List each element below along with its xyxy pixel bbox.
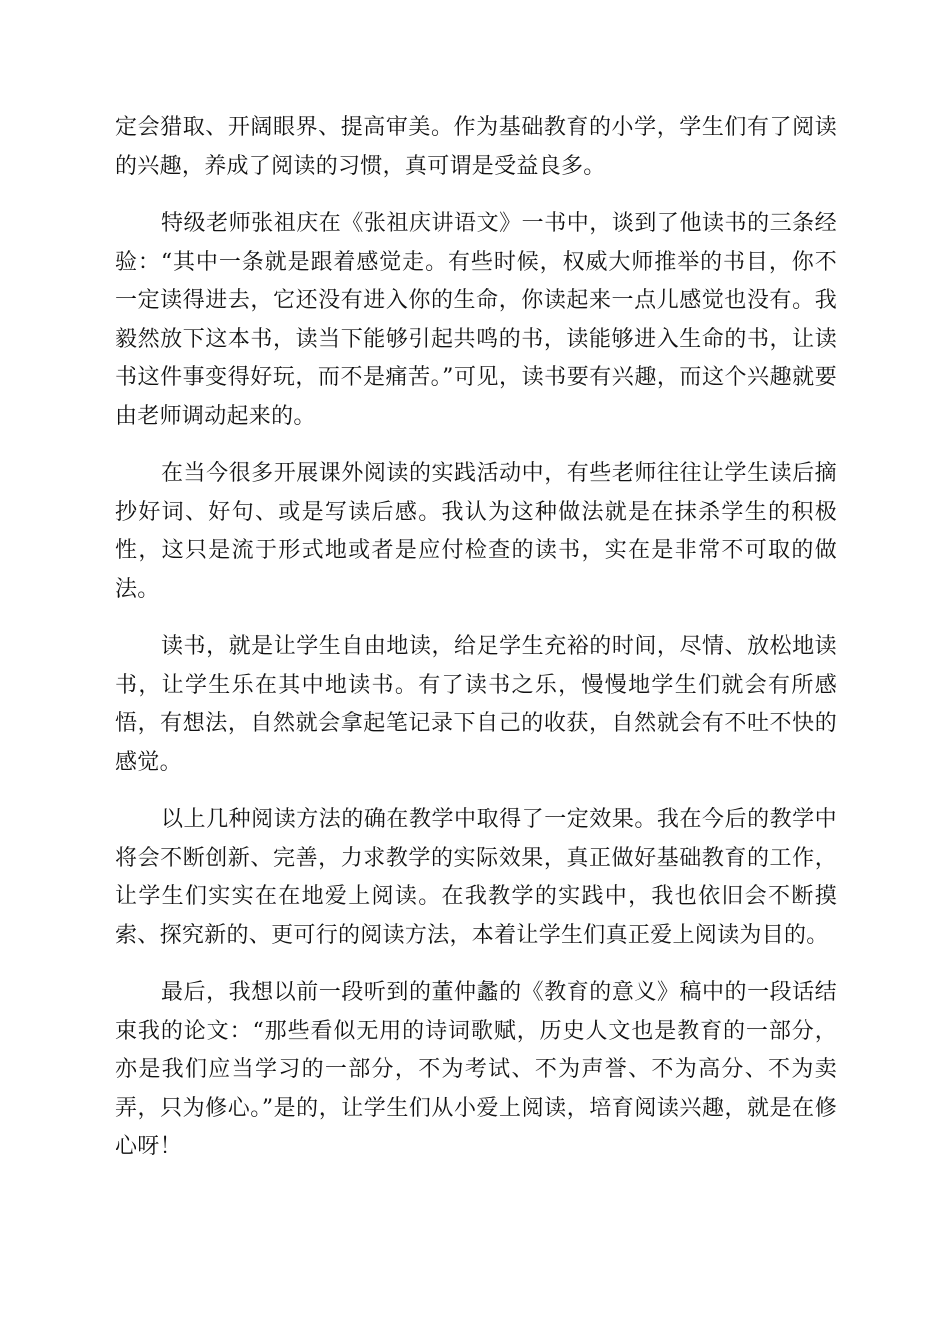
paragraph-zhang-zuqing-quote: 特级老师张祖庆在《张祖庆讲语文》一书中，谈到了他读书的三条经验：“其中一条就是跟着感觉走。有些时候，权威大师推举的书目，你不一定读得进去，它还没有进入你的生命，你读起来一点儿感觉也没有。我毅然放下这本书，读当下能够引起共鸣的书，读能够进入生命的书，让读书这件事变得好玩，而不是痛苦。”可见，读书要有兴趣，而这个兴趣就要由老师调动起来的。 [115, 211, 837, 429]
paragraph-reading-practice: 在当今很多开展课外阅读的实践活动中，有些老师往往让学生读后摘抄好词、好句、或是写读后感。我认为这种做法就是在抹杀学生的积极性，这只是流于形式地或者是应付检查的读书，实在是非常不可取的做法。 [115, 461, 837, 602]
paragraph-continuation: 定会猎取、开阔眼界、提高审美。作为基础教育的小学，学生们有了阅读的兴趣，养成了阅读的习惯，真可谓是受益良多。 [115, 115, 837, 179]
paragraph-conclusion: 最后，我想以前一段听到的董仲蠡的《教育的意义》稿中的一段话结束我的论文：“那些看似无用的诗词歌赋，历史人文也是教育的一部分，亦是我们应当学习的一部分，不为考试、不为声誉、不为高分、不为卖弄，只为修心。”是的，让学生们从小爱上阅读，培育阅读兴趣，就是在修心呀！ [115, 980, 837, 1159]
paragraph-free-reading: 读书，就是让学生自由地读，给足学生充裕的时间，尽情、放松地读书，让学生乐在其中地读书。有了读书之乐，慢慢地学生们就会有所感悟，有想法，自然就会拿起笔记录下自己的收获，自然就会有不吐不快的感觉。 [115, 634, 837, 775]
paragraph-teaching-effect: 以上几种阅读方法的确在教学中取得了一定效果。我在今后的教学中将会不断创新、完善，力求教学的实际效果，真正做好基础教育的工作，让学生们实实在在地爱上阅读。在我教学的实践中，我也依旧会不断摸索、探究新的、更可行的阅读方法，本着让学生们真正爱上阅读为目的。 [115, 807, 837, 948]
body-text [115, 109, 837, 1186]
